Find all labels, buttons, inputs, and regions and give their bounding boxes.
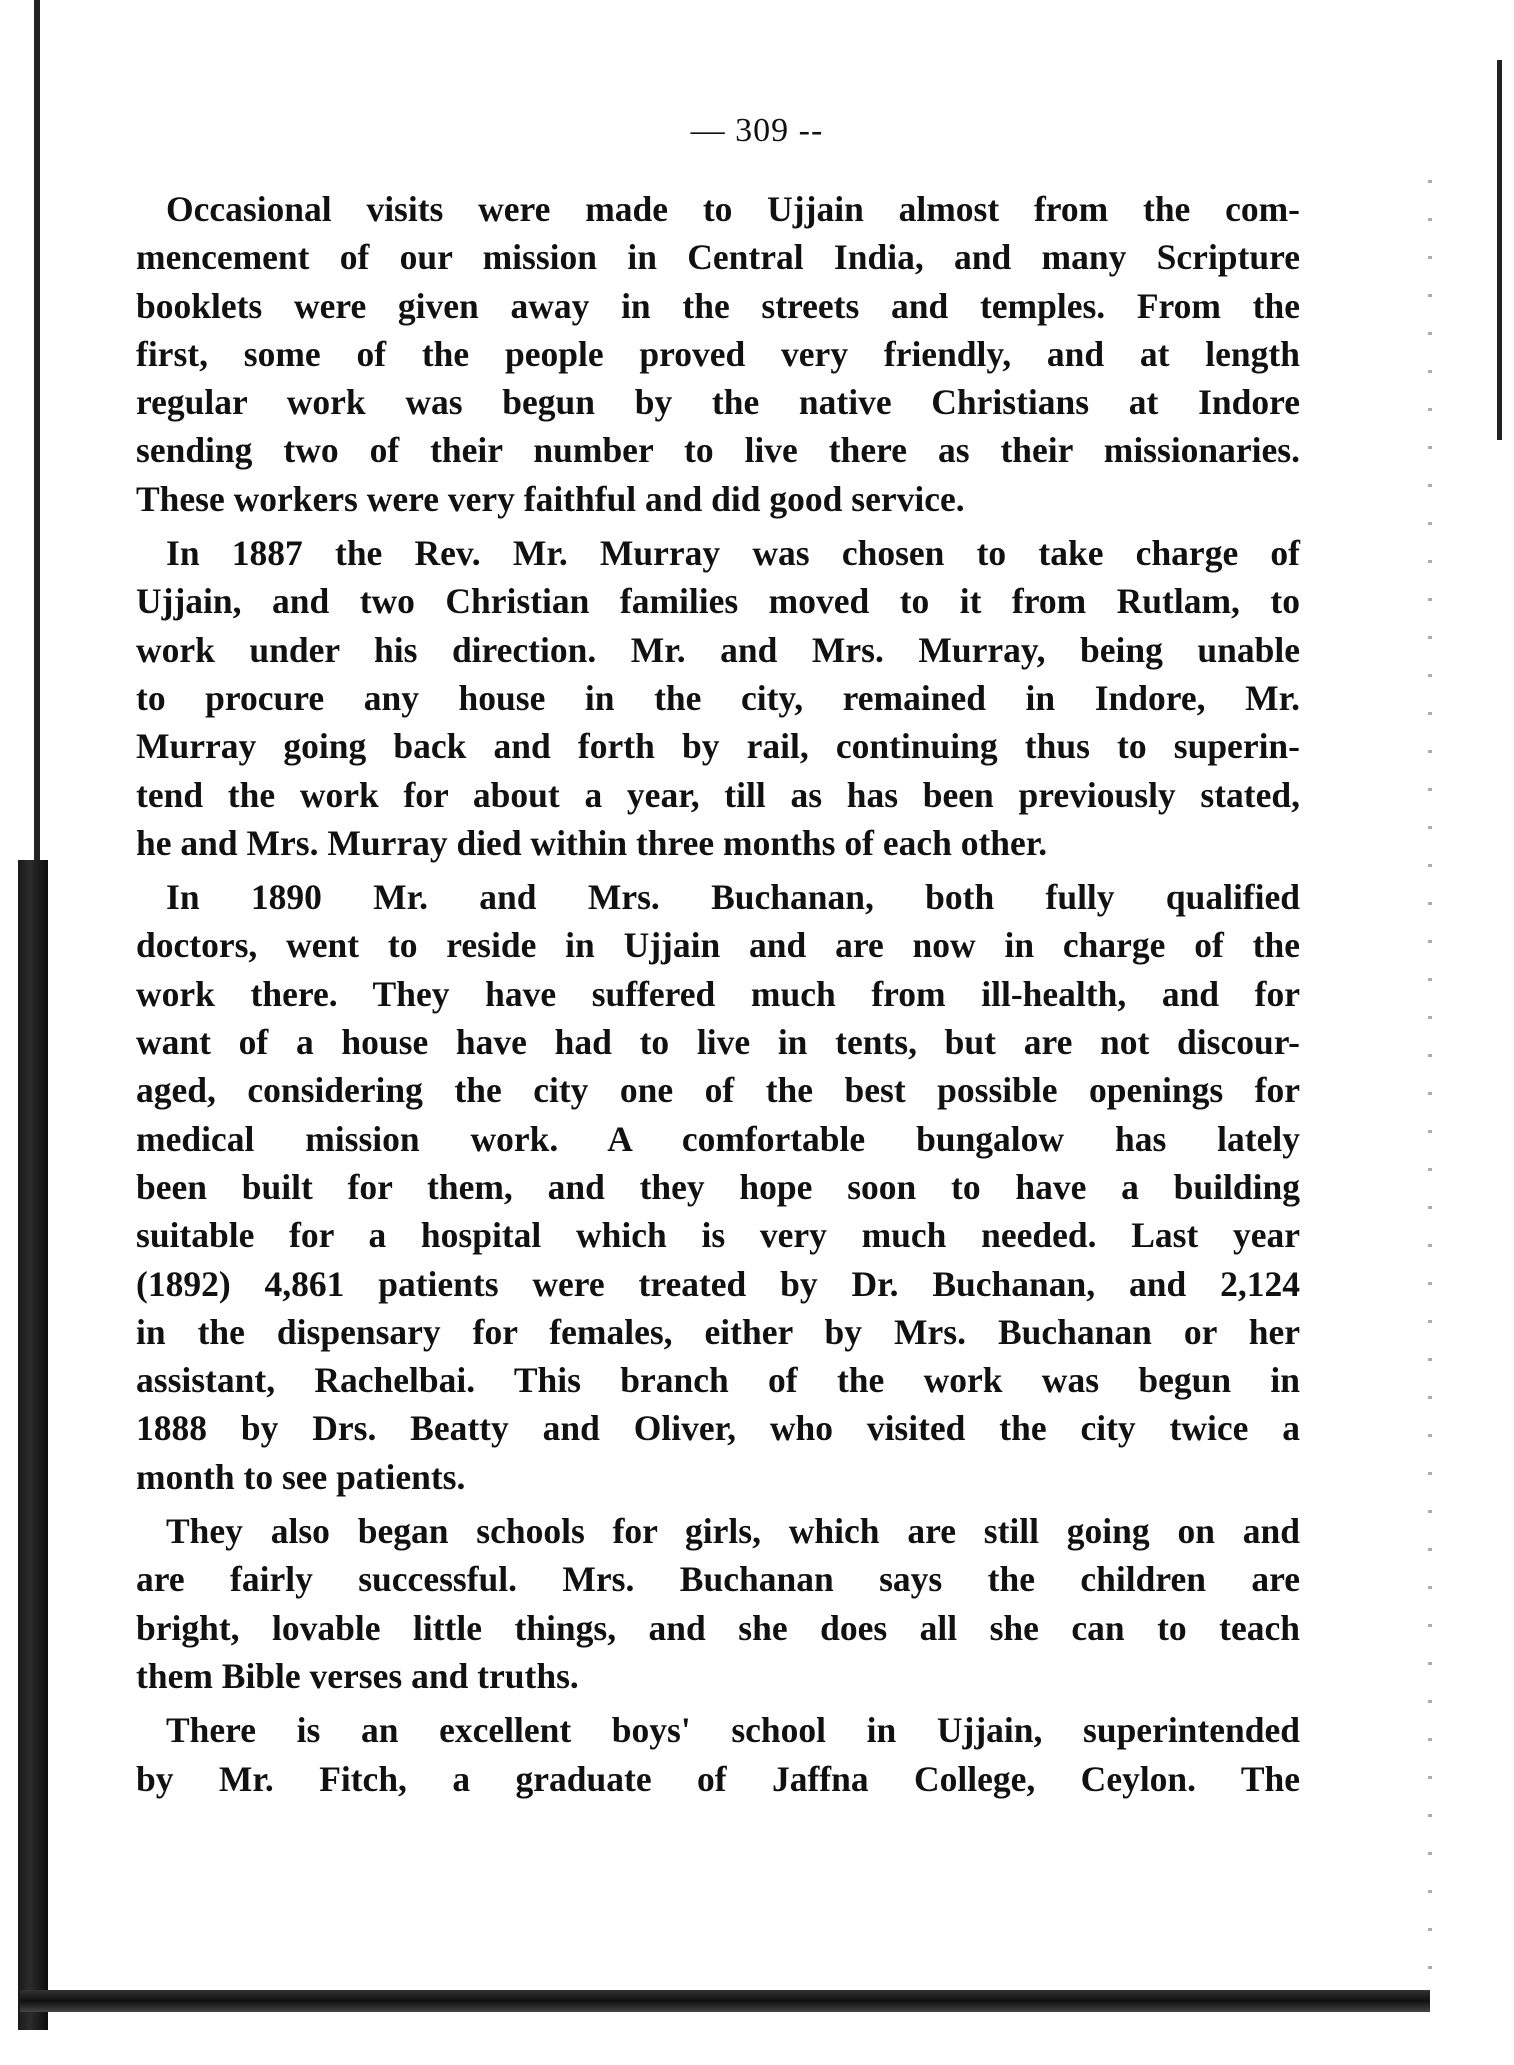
scan-bottom-shadow bbox=[20, 1990, 1430, 2012]
body-text bbox=[136, 185, 1300, 1809]
page-number: — 309 -- bbox=[690, 112, 824, 149]
text-line: are fairly successful. Mrs. Buchanan says the children are bbox=[136, 1559, 1300, 1600]
text-line: month to see patients. bbox=[136, 1456, 466, 1497]
text-line: been built for them, and they hope soon to have a building bbox=[136, 1166, 1300, 1207]
scan-noise-marks bbox=[1428, 180, 1432, 1980]
paragraph bbox=[136, 873, 1300, 1501]
text-line: aged, considering the city one of the best possible openings for bbox=[136, 1070, 1300, 1111]
text-line: tend the work for about a year, till as has been previously stated, bbox=[136, 774, 1300, 815]
text-line: (1892) 4,861 patients were treated by Dr. Buchanan, and 2,124 bbox=[136, 1263, 1300, 1304]
paragraph bbox=[136, 185, 1300, 523]
text-line: Ujjain, and two Christian families moved to it from Rutlam, to bbox=[136, 581, 1300, 622]
text-line: in the dispensary for females, either by Mrs. Buchanan or her bbox=[136, 1311, 1300, 1352]
text-line: booklets were given away in the streets and temples. From the bbox=[136, 285, 1300, 326]
text-line: In 1887 the Rev. Mr. Murray was chosen to take charge of bbox=[166, 533, 1300, 574]
text-line: There is an excellent boys' school in Ujjain, superintended bbox=[166, 1710, 1300, 1751]
text-line: suitable for a hospital which is very much needed. Last year bbox=[136, 1215, 1300, 1256]
text-line: he and Mrs. Murray died within three months of each other. bbox=[136, 822, 1048, 863]
text-line: them Bible verses and truths. bbox=[136, 1655, 579, 1696]
text-line: In 1890 Mr. and Mrs. Buchanan, both fully qualified bbox=[166, 877, 1300, 918]
text-line: to procure any house in the city, remained in Indore, Mr. bbox=[136, 677, 1300, 718]
text-line: Occasional visits were made to Ujjain almost from the com- bbox=[166, 189, 1300, 229]
text-line: work under his direction. Mr. and Mrs. Murray, being unable bbox=[136, 629, 1300, 670]
text-line: medical mission work. A comfortable bungalow has lately bbox=[136, 1118, 1300, 1159]
text-line: They also began schools for girls, which are still going on and bbox=[166, 1511, 1300, 1552]
text-line: want of a house have had to live in tents, but are not discour- bbox=[136, 1022, 1300, 1063]
text-line: sending two of their number to live there as their missionaries. bbox=[136, 430, 1300, 471]
text-line: regular work was begun by the native Christians at Indore bbox=[136, 382, 1300, 423]
text-line: work there. They have suffered much from ill-health, and for bbox=[136, 973, 1300, 1014]
text-line: These workers were very faithful and did good service. bbox=[136, 478, 965, 519]
text-line: doctors, went to reside in Ujjain and are now in charge of the bbox=[136, 925, 1300, 966]
text-line: by Mr. Fitch, a graduate of Jaffna College, Ceylon. The bbox=[136, 1758, 1300, 1799]
text-line: mencement of our mission in Central India, and many Scripture bbox=[136, 237, 1300, 278]
paragraph bbox=[136, 1507, 1300, 1700]
text-line: bright, lovable little things, and she does all she can to teach bbox=[136, 1607, 1300, 1648]
text-line: assistant, Rachelbai. This branch of the work was begun in bbox=[136, 1360, 1300, 1401]
scan-binding-shadow bbox=[18, 860, 48, 2030]
text-line: Murray going back and forth by rail, continuing thus to superin- bbox=[136, 726, 1300, 767]
paragraph bbox=[136, 529, 1300, 867]
paragraph bbox=[136, 1706, 1300, 1803]
text-line: first, some of the people proved very friendly, and at length bbox=[136, 333, 1300, 374]
text-line: 1888 by Drs. Beatty and Oliver, who visited the city twice a bbox=[136, 1408, 1300, 1449]
